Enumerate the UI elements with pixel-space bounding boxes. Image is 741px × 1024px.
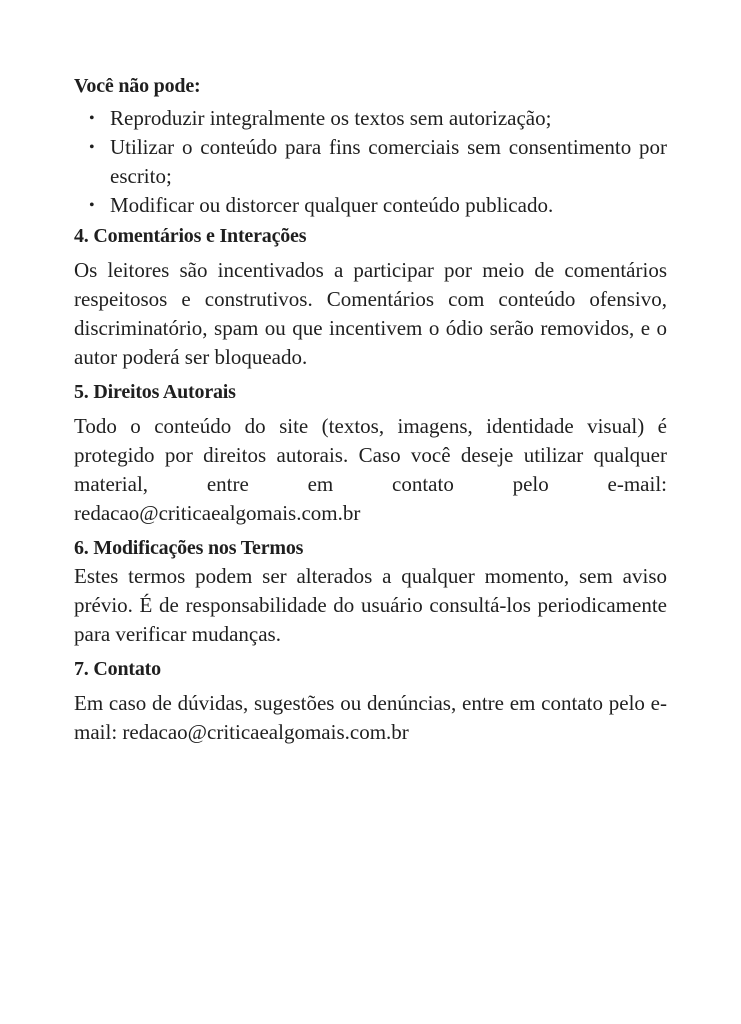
- section-body: Estes termos podem ser alterados a qualquer momento, sem aviso prévio. É de responsabilidade do usuário consultá-los periodicamente para verificar mudanças.: [74, 564, 667, 646]
- bullet-icon: •: [89, 197, 95, 214]
- list-item-text: Modificar ou distorcer qualquer conteúdo publicado.: [110, 193, 554, 217]
- section-heading: 7. Contato: [74, 658, 161, 680]
- section-body: Os leitores são incentivados a participar por meio de comentários respeitosos e construtivos. Comentários com conteúdo ofensivo, discriminatório, spam ou que incentivem o ódio serão removidos, e o autor poderá ser bloqueado.: [74, 258, 667, 369]
- list-item-text: Utilizar o conteúdo para fins comerciais sem consentimento por escrito;: [110, 135, 667, 188]
- section-heading: 6. Modificações nos Termos: [74, 537, 304, 559]
- prohibitions-heading: Você não pode:: [74, 75, 201, 97]
- section-contact: [74, 655, 667, 747]
- prohibitions-list: [74, 104, 667, 220]
- list-item: [89, 191, 667, 220]
- terms-document: [74, 72, 667, 747]
- section-modifications: [74, 534, 667, 649]
- section-body: Em caso de dúvidas, sugestões ou denúncias, entre em contato pelo e-mail: redacao@criticaealgomais.com.br: [74, 691, 667, 744]
- section-heading: 5. Direitos Autorais: [74, 381, 236, 403]
- list-item: [89, 133, 667, 191]
- section-comments: [74, 222, 667, 372]
- section-heading: 4. Comentários e Interações: [74, 225, 307, 247]
- bullet-icon: •: [89, 139, 95, 156]
- bullet-icon: •: [89, 110, 95, 127]
- section-copyright: [74, 378, 667, 528]
- section-body: Todo o conteúdo do site (textos, imagens, identidade visual) é protegido por direitos autorais. Caso você deseje utilizar qualquer material, entre em contato pelo e-mail: redacao@criticaealgomais.com.br: [74, 414, 667, 525]
- list-item: [89, 104, 667, 133]
- list-item-text: Reproduzir integralmente os textos sem autorização;: [110, 106, 552, 130]
